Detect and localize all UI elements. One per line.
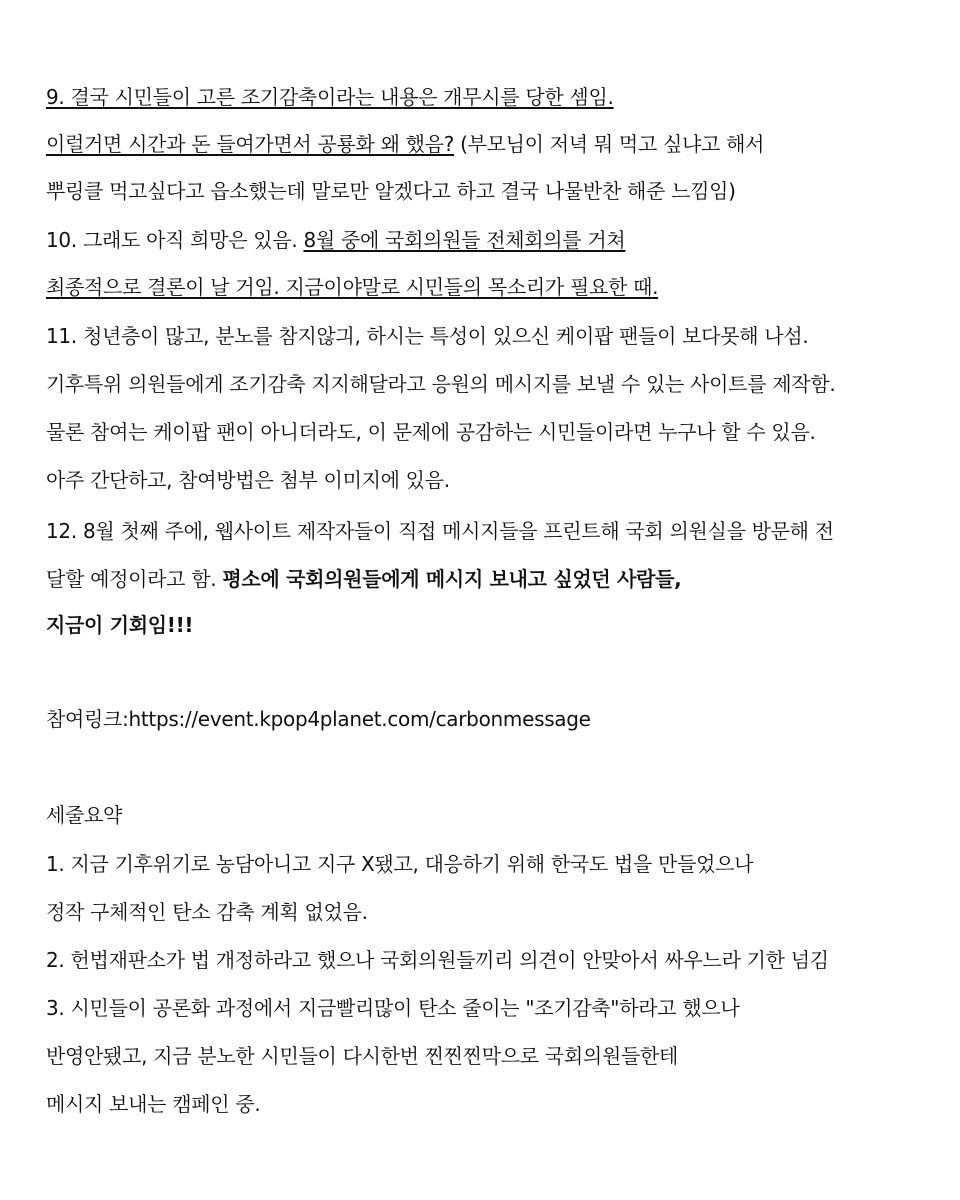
- summary-line-3: [46, 947, 930, 973]
- summary-text-1: 1. 지금 기후위기로 농담아니고 지구 X됐고, 대응하기 위해 한국도 법을 만들었으나: [46, 852, 754, 876]
- participation-link[interactable]: 참여링크:https://event.kpop4planet.com/carbonmessage: [46, 707, 591, 731]
- summary-line-2: [46, 899, 930, 925]
- item-12-text-2: 달할 예정이라고 함.: [46, 567, 223, 591]
- summary-title-text: 세줄요약: [46, 803, 123, 827]
- summary-title: [46, 802, 930, 828]
- item-9-line-2: [46, 131, 930, 157]
- item-12-line-1: [46, 518, 930, 544]
- summary-text-6: 메시지 보내는 캠페인 중.: [46, 1092, 261, 1116]
- summary-line-5: [46, 1043, 930, 1069]
- item-12-line-3: [46, 612, 930, 638]
- item-11-line-3: [46, 419, 930, 445]
- item-11-text-2: 기후특위 의원들에게 조기감축 지지해달라고 응원의 메시지를 보낼 수 있는 사이트를 제작함.: [46, 372, 836, 396]
- summary-line-4: [46, 995, 930, 1021]
- participation-link-line: [46, 706, 930, 732]
- item-10-line-2: [46, 274, 930, 300]
- item-9-aside-start: (부모님이 저녁 뭐 먹고 싶냐고 해서: [454, 132, 765, 156]
- summary-text-5: 반영안됐고, 지금 분노한 시민들이 다시한번 찐찐찐막으로 국회의원들한테: [46, 1044, 679, 1068]
- item-10-intro: 10. 그래도 아직 희망은 있음.: [46, 228, 304, 252]
- summary-text-3: 2. 헌법재판소가 법 개정하라고 했으나 국회의원들끼리 의견이 안맞아서 싸우느라 기한 넘김: [46, 948, 829, 972]
- item-12-line-2: [46, 566, 930, 592]
- summary-line-1: [46, 851, 930, 877]
- item-9-aside-end: 뿌링클 먹고싶다고 읍소했는데 말로만 알겠다고 하고 결국 나물반찬 해준 느낌임): [46, 179, 736, 203]
- summary-line-6: [46, 1091, 930, 1117]
- item-11-line-1: [46, 323, 930, 349]
- item-11-line-4: [46, 467, 930, 493]
- item-12-bold-text: 평소에 국회의원들에게 메시지 보내고 싶었던 사람들,: [222, 567, 682, 591]
- item-10-underlined-start: 8월 중에 국회의원들 전체회의를 거쳐: [303, 228, 626, 252]
- summary-text-4: 3. 시민들이 공론화 과정에서 지금빨리많이 탄소 줄이는 "조기감축"하라고 했으나: [46, 996, 740, 1020]
- item-12-text-1: 12. 8월 첫째 주에, 웹사이트 제작자들이 직접 메시지들을 프린트해 국회 의원실을 방문해 전: [46, 519, 834, 543]
- item-9-line-3: [46, 178, 930, 204]
- item-9-line-1: [46, 84, 930, 110]
- item-10-underlined-end: 최종적으로 결론이 날 거임. 지금이야말로 시민들의 목소리가 필요한 때.: [46, 275, 659, 299]
- item-12-bold-callout: 지금이 기회임!!!: [46, 613, 194, 637]
- item-11-line-2: [46, 371, 930, 397]
- item-11-text-4: 아주 간단하고, 참여방법은 첨부 이미지에 있음.: [46, 468, 450, 492]
- item-11-text-1: 11. 청년층이 많고, 분노를 참지않긔, 하시는 특성이 있으신 케이팝 팬들이 보다못해 나섬.: [46, 324, 809, 348]
- item-9-question: 이럴거면 시간과 돈 들여가면서 공룡화 왜 했음?: [46, 132, 455, 156]
- item-11-text-3: 물론 참여는 케이팝 팬이 아니더라도, 이 문제에 공감하는 시민들이라면 누구나 할 수 있음.: [46, 420, 816, 444]
- item-9-underlined-text: 9. 결국 시민들이 고른 조기감축이라는 내용은 개무시를 당한 셈임.: [46, 85, 614, 109]
- summary-text-2: 정작 구체적인 탄소 감축 계획 없었음.: [46, 900, 368, 924]
- item-10-line-1: [46, 227, 930, 253]
